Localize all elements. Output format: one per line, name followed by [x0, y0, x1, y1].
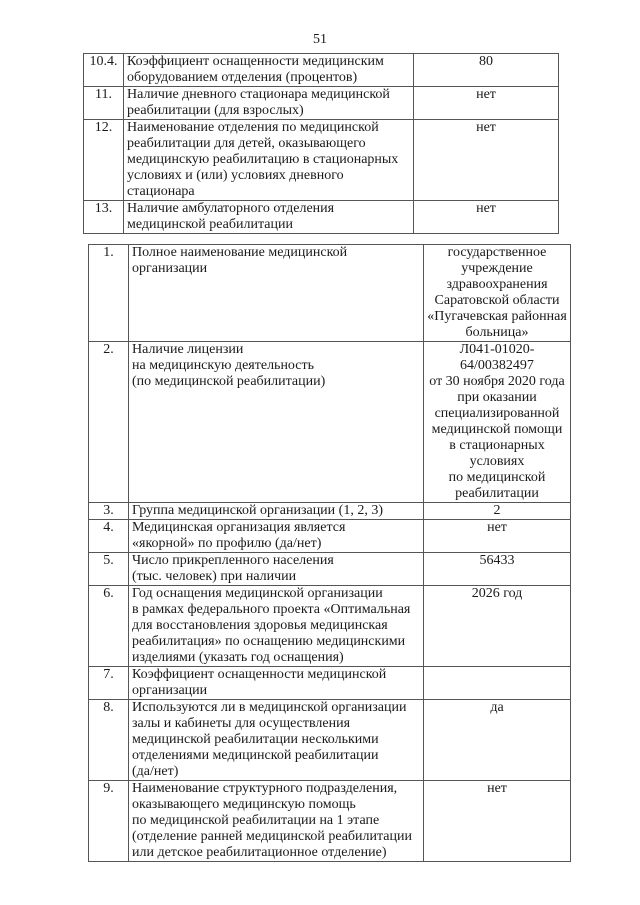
row-label: Наименование отделения по медицинской реабилитации для детей, оказывающего медицинскую реабилитацию в стационарных условиях и (или) условиях дневного стационара	[124, 120, 414, 201]
row-value: Л041-01020-64/00382497 от 30 ноября 2020 года при оказании специализированной медицинской помощи в стационарных условиях по медицинской реабилитации	[424, 342, 571, 503]
table-row	[84, 54, 559, 87]
row-label: Полное наименование медицинской организации	[129, 245, 424, 342]
row-label: Используются ли в медицинской организации залы и кабинеты для осуществления медицинской реабилитации несколькими отделениями медицинской реабилитации (да/нет)	[129, 700, 424, 781]
row-label: Наличие дневного стационара медицинской реабилитации (для взрослых)	[124, 87, 414, 120]
row-number: 5.	[89, 553, 129, 586]
row-number: 8.	[89, 700, 129, 781]
row-number: 13.	[84, 201, 124, 234]
page-number: 51	[313, 32, 327, 47]
row-value: нет	[414, 87, 559, 120]
row-value: 2026 год	[424, 586, 571, 667]
row-number: 3.	[89, 503, 129, 520]
row-label: Число прикрепленного населения (тыс. человек) при наличии	[129, 553, 424, 586]
table-row	[89, 586, 571, 667]
row-number: 2.	[89, 342, 129, 503]
row-value: нет	[424, 520, 571, 553]
row-number: 11.	[84, 87, 124, 120]
row-number: 1.	[89, 245, 129, 342]
row-number: 7.	[89, 667, 129, 700]
row-label: Наличие лицензии на медицинскую деятельность (по медицинской реабилитации)	[129, 342, 424, 503]
row-label: Медицинская организация является «якорной» по профилю (да/нет)	[129, 520, 424, 553]
table-row	[84, 120, 559, 201]
row-value: 80	[414, 54, 559, 87]
row-number: 6.	[89, 586, 129, 667]
row-value: нет	[414, 201, 559, 234]
table-row	[89, 700, 571, 781]
row-number: 12.	[84, 120, 124, 201]
row-value: государственное учреждение здравоохранения Саратовской области «Пугачевская районная больница»	[424, 245, 571, 342]
table-row	[89, 503, 571, 520]
row-number: 10.4.	[84, 54, 124, 87]
row-label: Группа медицинской организации (1, 2, 3)	[129, 503, 424, 520]
row-label: Наличие амбулаторного отделения медицинской реабилитации	[124, 201, 414, 234]
row-number: 4.	[89, 520, 129, 553]
table-row	[89, 553, 571, 586]
row-value	[424, 667, 571, 700]
table-row	[84, 201, 559, 234]
row-value: 56433	[424, 553, 571, 586]
table-row	[89, 520, 571, 553]
row-number: 9.	[89, 781, 129, 862]
row-value: да	[424, 700, 571, 781]
table-organization-indicators	[88, 244, 571, 862]
row-value: нет	[424, 781, 571, 862]
table-row	[89, 781, 571, 862]
row-label: Наименование структурного подразделения, оказывающего медицинскую помощь по медицинской реабилитации на 1 этапе (отделение ранней медицинской реабилитации или детское реабилитационное отделение)	[129, 781, 424, 862]
row-label: Коэффициент оснащенности медицинским оборудованием отделения (процентов)	[124, 54, 414, 87]
table-row	[89, 245, 571, 342]
row-value: 2	[424, 503, 571, 520]
table-row	[89, 667, 571, 700]
row-label: Коэффициент оснащенности медицинской организации	[129, 667, 424, 700]
table-row	[89, 342, 571, 503]
table-department-indicators	[83, 53, 559, 234]
row-label: Год оснащения медицинской организации в рамках федерального проекта «Оптимальная для восстановления здоровья медицинская реабилитация» по оснащению медицинскими изделиями (указать год оснащения)	[129, 586, 424, 667]
row-value: нет	[414, 120, 559, 201]
table-row	[84, 87, 559, 120]
